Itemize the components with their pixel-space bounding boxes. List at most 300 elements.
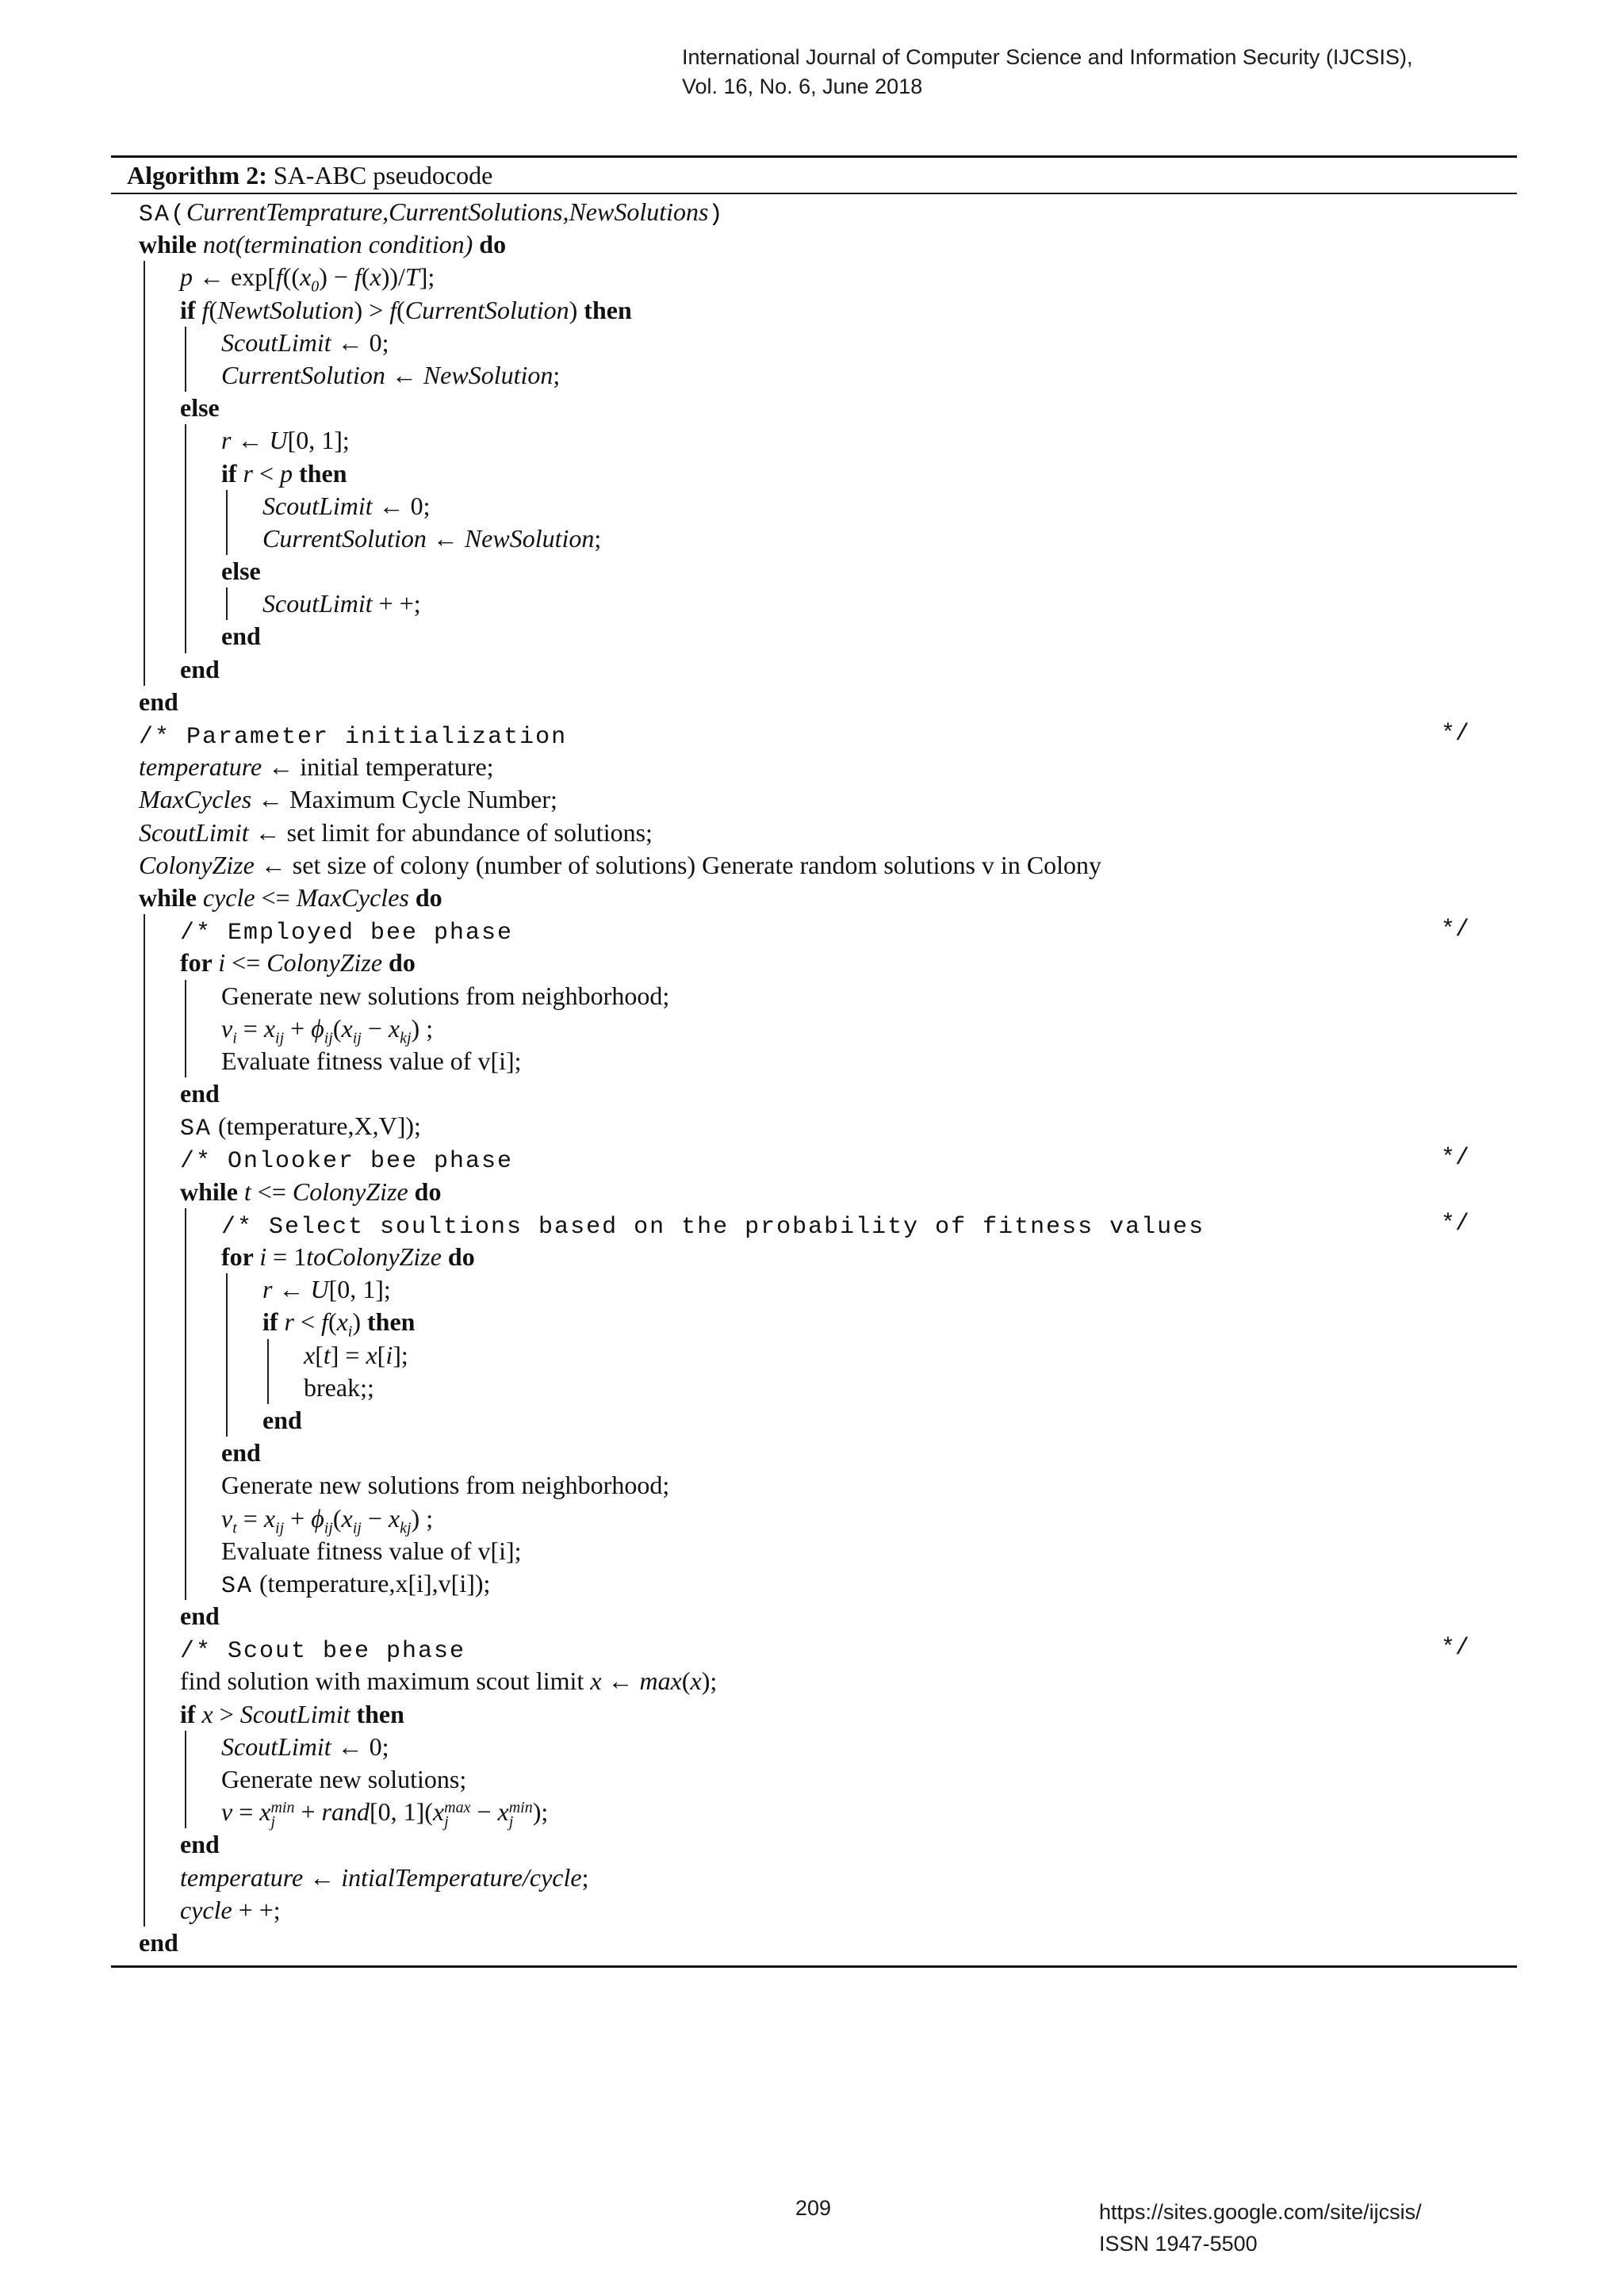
keyword: then <box>361 1307 416 1337</box>
block-indent-bar <box>185 620 186 652</box>
block-indent-bar <box>144 457 145 490</box>
math-symbol: v <box>221 1797 233 1827</box>
math-symbol: ScoutLimit <box>239 1699 350 1728</box>
block-indent-bar <box>226 1404 228 1437</box>
algorithm-comment-line <box>111 1142 1517 1175</box>
keyword: while <box>139 882 203 912</box>
subscript: ij <box>324 1518 333 1536</box>
plain-text: (( <box>282 262 301 292</box>
math-symbol: f <box>201 295 209 324</box>
algorithm-line <box>111 817 1517 849</box>
block-indent-bar <box>144 1862 145 1894</box>
code-text: SA( <box>139 201 187 228</box>
code-text: /* Employed bee phase <box>180 920 514 947</box>
plain-text: ); <box>532 1797 549 1827</box>
keyword: do <box>408 882 442 912</box>
plain-text: Generate new solutions; <box>221 1765 467 1793</box>
block-indent-bar <box>144 1142 145 1175</box>
algorithm-line <box>111 555 1517 587</box>
math-symbol: p <box>280 458 293 488</box>
block-indent-bar <box>226 1273 228 1306</box>
code-text: /* Scout bee phase <box>180 1638 466 1666</box>
block-indent-bar <box>185 1208 186 1241</box>
math-symbol: x <box>341 1503 353 1533</box>
math-symbol: ScoutLimit <box>221 327 331 357</box>
plain-text: ← Maximum Cycle Number; <box>251 785 557 814</box>
journal-volume: Vol. 16, No. 6, June 2018 <box>682 75 923 98</box>
algorithm-line <box>111 1437 1517 1469</box>
plain-text: [ <box>377 1340 386 1369</box>
block-indent-bar <box>144 1372 145 1404</box>
subscript: t <box>232 1518 237 1536</box>
math-symbol: f <box>275 262 283 292</box>
block-indent-bar <box>144 620 145 652</box>
plain-text: < <box>294 1307 322 1337</box>
code-text: /* Select soultions based on the probability of fitness values <box>221 1213 1205 1241</box>
plain-text: Generate new solutions from neighborhood; <box>221 981 670 1010</box>
math-symbol: t <box>243 1177 251 1206</box>
block-indent-bar <box>144 947 145 979</box>
math-symbol: r <box>262 1275 273 1304</box>
algorithm-line <box>111 1894 1517 1927</box>
plain-text: [0, 1]; <box>287 426 350 455</box>
algorithm-line <box>111 1045 1517 1077</box>
block-indent-bar <box>185 327 186 359</box>
block-indent-bar <box>144 522 145 555</box>
math-symbol: temperature <box>180 1862 304 1892</box>
block-indent-bar <box>144 1502 145 1535</box>
plain-text: = <box>236 1503 264 1533</box>
plain-text: ( <box>396 295 405 324</box>
math-symbol: ϕ <box>311 1503 324 1533</box>
math-symbol: x <box>341 1013 353 1043</box>
block-indent-bar <box>144 1241 145 1273</box>
block-indent-bar <box>185 555 186 587</box>
comment-end: */ <box>1440 1145 1469 1173</box>
math-symbol: ScoutLimit <box>262 491 373 520</box>
plain-text: <= <box>251 1177 293 1206</box>
plain-text: ( <box>332 1503 342 1533</box>
block-indent-bar <box>144 587 145 620</box>
keyword: then <box>577 295 632 324</box>
math-symbol: i <box>218 948 226 978</box>
algorithm-line <box>111 849 1517 882</box>
super-subscript: min j <box>508 1798 533 1831</box>
super-subscript: max j <box>444 1798 471 1831</box>
math-symbol: NewSolution <box>464 523 595 553</box>
block-indent-bar <box>144 914 145 947</box>
plain-text: ) <box>352 1307 362 1337</box>
math-symbol: toColonyZize <box>306 1242 442 1271</box>
keyword: if <box>180 295 202 324</box>
math-symbol: x <box>263 1503 276 1533</box>
block-indent-bar <box>144 1469 145 1502</box>
subscript: kj <box>400 1029 412 1047</box>
algorithm-box <box>111 155 1517 1968</box>
plain-text: ; <box>553 360 561 389</box>
plain-text: <= <box>225 948 267 978</box>
math-symbol: ColonyZize <box>139 850 255 879</box>
algorithm-line <box>111 1796 1517 1831</box>
plain-text: break;; <box>304 1372 374 1402</box>
math-symbol: x <box>388 1013 400 1043</box>
plain-text: ← exp[ <box>193 262 276 292</box>
math-symbol: r <box>284 1307 294 1337</box>
math-symbol: intialTemperature/cycle <box>341 1862 582 1892</box>
plain-text: ← 0; <box>372 491 431 520</box>
plain-text: [0, 1]; <box>328 1275 391 1304</box>
algorithm-line <box>111 1828 1517 1861</box>
subscript: ij <box>352 1029 362 1047</box>
block-indent-bar <box>144 1208 145 1241</box>
block-indent-bar <box>185 522 186 555</box>
plain-text: − <box>361 1013 389 1043</box>
keyword: end <box>262 1405 302 1434</box>
block-indent-bar <box>144 1535 145 1567</box>
keyword: for <box>221 1242 260 1271</box>
algorithm-line <box>111 1339 1517 1372</box>
algorithm-line <box>111 1862 1517 1894</box>
math-symbol: x <box>263 1013 276 1043</box>
algorithm-body <box>111 194 1517 1965</box>
plain-text: ( <box>327 1307 337 1337</box>
plain-text: ))/ <box>381 262 405 292</box>
block-indent-bar <box>144 1828 145 1861</box>
block-indent-bar <box>144 1045 145 1077</box>
footer-url: https://sites.google.com/site/ijcsis/ <box>1099 2200 1422 2224</box>
plain-text: ( <box>361 262 370 292</box>
math-symbol: x <box>370 262 381 292</box>
plain-text: + +; <box>372 589 421 618</box>
keyword: if <box>221 458 243 488</box>
keyword: then <box>350 1699 404 1728</box>
block-indent-bar <box>185 359 186 392</box>
block-indent-bar <box>185 490 186 522</box>
code-text: /* Parameter initialization <box>139 724 568 751</box>
algorithm-comment-line <box>111 1208 1517 1241</box>
algorithm-title: SA-ABC pseudocode <box>273 161 493 189</box>
math-symbol: x <box>366 1340 377 1369</box>
plain-text: [0, 1]( <box>369 1797 433 1827</box>
plain-text: ← 0; <box>331 1732 389 1761</box>
block-indent-bar <box>144 1894 145 1927</box>
algorithm-comment-line <box>111 914 1517 947</box>
math-symbol: i <box>385 1340 393 1369</box>
block-indent-bar <box>144 1176 145 1208</box>
block-indent-bar <box>144 1600 145 1632</box>
keyword: for <box>180 948 219 978</box>
plain-text: ( <box>332 1013 342 1043</box>
algorithm-line <box>111 327 1517 359</box>
math-symbol: MaxCycles <box>296 882 409 912</box>
plain-text: = <box>236 1013 264 1043</box>
keyword: else <box>221 557 261 586</box>
plain-text: ← <box>385 360 423 389</box>
bottom-rule <box>111 1965 1517 1968</box>
keyword: end <box>180 1079 220 1108</box>
algorithm-line <box>111 1698 1517 1731</box>
keyword: end <box>180 654 220 683</box>
block-indent-bar <box>144 261 145 293</box>
plain-text: ) > <box>354 295 390 324</box>
algorithm-line <box>111 882 1517 914</box>
plain-text: ← initial temperature; <box>262 752 494 782</box>
block-indent-bar <box>226 587 228 620</box>
plain-text: Generate new solutions from neighborhood; <box>221 1471 670 1500</box>
block-indent-bar <box>144 653 145 686</box>
algorithm-line <box>111 1012 1517 1045</box>
block-indent-bar <box>144 327 145 359</box>
subscript: i <box>347 1322 353 1341</box>
algorithm-line <box>111 620 1517 652</box>
block-indent-bar <box>267 1339 269 1372</box>
block-indent-bar <box>144 294 145 327</box>
block-indent-bar <box>144 1339 145 1372</box>
math-symbol: CurrentSolution <box>221 360 385 389</box>
plain-text: ; <box>581 1862 589 1892</box>
block-indent-bar <box>185 587 186 620</box>
math-symbol: ColonyZize <box>266 948 383 978</box>
block-indent-bar <box>144 359 145 392</box>
block-indent-bar <box>267 1372 269 1404</box>
algorithm-line <box>111 522 1517 555</box>
keyword: end <box>221 622 261 651</box>
algorithm-line <box>111 490 1517 522</box>
plain-text: ( <box>209 295 218 324</box>
block-indent-bar <box>144 1698 145 1731</box>
block-indent-bar <box>185 1012 186 1045</box>
block-indent-bar <box>185 1796 186 1828</box>
math-symbol: CurrentTemprature,CurrentSolutions,NewSolutions <box>186 197 709 226</box>
block-indent-bar <box>185 1404 186 1437</box>
math-symbol: f <box>389 295 397 324</box>
math-symbol: U <box>269 426 288 455</box>
plain-text: + <box>294 1797 322 1827</box>
block-indent-bar <box>185 457 186 490</box>
page-number: 209 <box>795 2196 832 2220</box>
plain-text: ]; <box>393 1340 408 1369</box>
algorithm-line <box>111 196 1517 228</box>
algorithm-line <box>111 1567 1517 1600</box>
block-indent-bar <box>144 392 145 424</box>
math-symbol: f <box>354 262 362 292</box>
math-symbol: x <box>259 1797 271 1827</box>
algorithm-line <box>111 359 1517 392</box>
journal-header <box>682 43 1412 101</box>
algorithm-line <box>111 1077 1517 1110</box>
plain-text: < <box>253 458 281 488</box>
block-indent-bar <box>185 1437 186 1469</box>
keyword: while <box>139 230 203 259</box>
block-indent-bar <box>185 1535 186 1567</box>
keyword: do <box>382 948 416 978</box>
block-indent-bar <box>226 1372 228 1404</box>
block-indent-bar <box>185 1273 186 1306</box>
journal-title: International Journal of Computer Science and Information Security (IJCSIS), <box>682 45 1413 69</box>
algorithm-line <box>111 1176 1517 1208</box>
algorithm-line <box>111 1665 1517 1697</box>
math-symbol: f <box>321 1307 328 1337</box>
subscript: i <box>232 1029 237 1047</box>
math-symbol: x <box>300 262 312 292</box>
math-symbol: ScoutLimit <box>221 1732 331 1761</box>
math-symbol: x <box>304 1340 316 1369</box>
block-indent-bar <box>185 1469 186 1502</box>
code-text: /* Onlooker bee phase <box>180 1148 514 1176</box>
plain-text: (temperature,X,V]); <box>212 1112 421 1141</box>
plain-text: Evaluate fitness value of v[i]; <box>221 1536 522 1565</box>
algorithm-line <box>111 783 1517 816</box>
algorithm-line <box>111 1763 1517 1796</box>
subscript: ij <box>352 1518 362 1536</box>
comment-end: */ <box>1440 1210 1469 1238</box>
math-symbol: NewtSolution <box>217 295 354 324</box>
block-indent-bar <box>144 424 145 457</box>
block-indent-bar <box>185 980 186 1012</box>
block-indent-bar <box>185 1567 186 1600</box>
algorithm-line <box>111 947 1517 979</box>
block-indent-bar <box>185 1306 186 1338</box>
comment-end: */ <box>1440 721 1469 748</box>
plain-text: <= <box>255 882 297 912</box>
algorithm-comment-line <box>111 718 1517 751</box>
math-symbol: ϕ <box>311 1013 324 1043</box>
plain-text: − <box>361 1503 389 1533</box>
comment-end: */ <box>1440 1635 1469 1663</box>
math-symbol: cycle <box>202 882 255 912</box>
plain-text: Evaluate fitness value of v[i]; <box>221 1046 522 1075</box>
plain-text: ]; <box>419 262 435 292</box>
keyword: do <box>408 1177 442 1206</box>
keyword: do <box>473 230 507 259</box>
plain-text: ( <box>681 1667 691 1696</box>
plain-text: ← set size of colony (number of solutions) Generate random solutions v in Colony <box>254 850 1102 879</box>
subscript: ij <box>275 1518 285 1536</box>
math-symbol: ScoutLimit <box>262 589 373 618</box>
keyword: end <box>139 1927 178 1957</box>
plain-text: + <box>284 1503 312 1533</box>
algorithm-line <box>111 294 1517 327</box>
subscript: ij <box>324 1029 333 1047</box>
algorithm-line <box>111 653 1517 686</box>
subscript: kj <box>400 1518 412 1536</box>
plain-text: ← 0; <box>331 327 389 357</box>
algorithm-line <box>111 1372 1517 1404</box>
algorithm-line <box>111 424 1517 457</box>
footer-issn: ISSN 1947-5500 <box>1099 2232 1258 2256</box>
math-symbol: max <box>639 1667 682 1696</box>
math-symbol: x <box>201 1699 213 1728</box>
keyword: end <box>221 1438 261 1468</box>
algorithm-line <box>111 1469 1517 1502</box>
keyword: do <box>441 1242 475 1271</box>
keyword: end <box>180 1830 220 1859</box>
keyword: end <box>139 687 178 716</box>
algorithm-caption <box>111 158 1517 193</box>
plain-text: find solution with maximum scout limit <box>180 1667 591 1696</box>
block-indent-bar <box>185 424 186 457</box>
math-symbol: x <box>590 1667 602 1696</box>
math-symbol: t <box>323 1340 331 1369</box>
algorithm-label: Algorithm 2: <box>127 161 267 189</box>
block-indent-bar <box>226 490 228 522</box>
block-indent-bar <box>144 1110 145 1142</box>
algorithm-line <box>111 1110 1517 1142</box>
math-symbol: NewSolution <box>423 360 553 389</box>
plain-text: ← <box>272 1275 311 1304</box>
math-symbol: T <box>404 262 419 292</box>
keyword: while <box>180 1177 244 1206</box>
block-indent-bar <box>144 1404 145 1437</box>
block-indent-bar <box>144 1077 145 1110</box>
super-subscript: min j <box>270 1798 295 1831</box>
plain-text: ← set limit for abundance of solutions; <box>248 817 653 847</box>
keyword: then <box>293 458 347 488</box>
plain-text: ); <box>701 1667 718 1696</box>
math-symbol: temperature <box>139 752 262 782</box>
math-symbol: v <box>221 1503 233 1533</box>
algorithm-line <box>111 261 1517 296</box>
plain-text: [ <box>315 1340 324 1369</box>
algorithm-line <box>111 587 1517 620</box>
code-text: SA <box>221 1572 254 1600</box>
math-symbol: rand <box>321 1797 370 1827</box>
math-symbol: not(termination condition) <box>202 230 473 259</box>
math-symbol: ScoutLimit <box>139 817 249 847</box>
block-indent-bar <box>144 980 145 1012</box>
math-symbol: x <box>497 1797 509 1827</box>
block-indent-bar <box>185 1045 186 1077</box>
block-indent-bar <box>144 1306 145 1338</box>
algorithm-line <box>111 457 1517 490</box>
subscript: ij <box>275 1029 285 1047</box>
plain-text: > <box>213 1699 240 1728</box>
block-indent-bar <box>144 1437 145 1469</box>
plain-text: ) <box>569 295 578 324</box>
block-indent-bar <box>185 1502 186 1535</box>
plain-text: ← <box>303 1862 342 1892</box>
algorithm-line <box>111 1502 1517 1535</box>
algorithm-line <box>111 686 1517 718</box>
plain-text: + <box>284 1013 312 1043</box>
algorithm-line <box>111 751 1517 783</box>
block-indent-bar <box>185 1731 186 1763</box>
block-indent-bar <box>226 1339 228 1372</box>
math-symbol: i <box>259 1242 267 1271</box>
algorithm-line <box>111 1600 1517 1632</box>
plain-text: ← <box>231 426 270 455</box>
math-symbol: CurrentSolution <box>404 295 569 324</box>
math-symbol: r <box>221 426 232 455</box>
math-symbol: r <box>243 458 253 488</box>
block-indent-bar <box>144 1632 145 1665</box>
block-indent-bar <box>144 1273 145 1306</box>
block-indent-bar <box>226 1306 228 1338</box>
algorithm-line <box>111 228 1517 261</box>
keyword: end <box>180 1601 220 1631</box>
plain-text: (temperature,x[i],v[i]); <box>253 1568 491 1598</box>
math-symbol: v <box>221 1013 233 1043</box>
block-indent-bar <box>144 490 145 522</box>
keyword: if <box>180 1699 202 1728</box>
plain-text: ) ; <box>411 1503 434 1533</box>
plain-text: − <box>470 1797 498 1827</box>
math-symbol: p <box>180 262 193 292</box>
algorithm-line <box>111 1535 1517 1567</box>
block-indent-bar <box>185 1241 186 1273</box>
algorithm-line <box>111 1306 1517 1341</box>
block-indent-bar <box>185 1372 186 1404</box>
